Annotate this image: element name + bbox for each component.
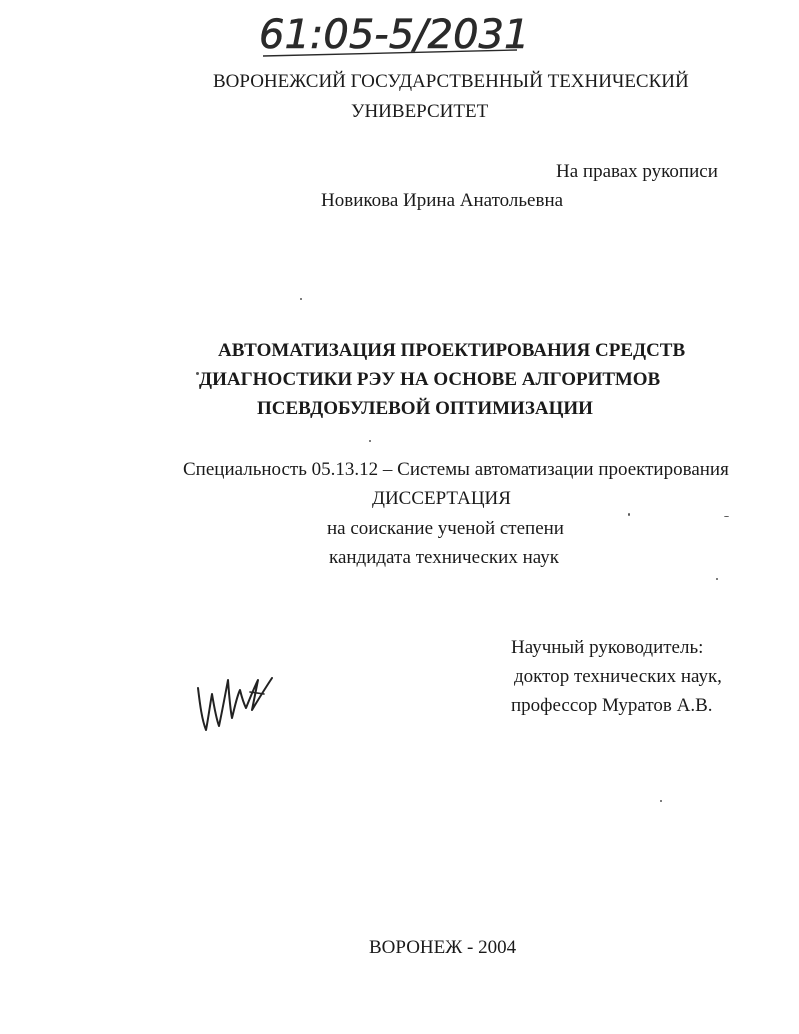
scan-speck [628, 513, 630, 516]
supervisor-degree: доктор технических наук, [514, 666, 722, 687]
work-type: ДИССЕРТАЦИЯ [372, 488, 511, 509]
title-line-3: ПСЕВДОБУЛЕВОЙ ОПТИМИЗАЦИИ [257, 398, 593, 419]
degree-line-1: на соискание ученой степени [327, 518, 564, 539]
handwritten-signature-icon [192, 660, 282, 745]
archive-number-text: 61:05-5/2031 [259, 12, 525, 58]
author-name: Новикова Ирина Анатольевна [321, 190, 564, 211]
scan-speck [300, 298, 302, 300]
manuscript-rights: На правах рукописи [556, 161, 718, 182]
title-line-2: ДИАГНОСТИКИ РЭУ НА ОСНОВЕ АЛГОРИТМОВ [199, 369, 661, 390]
university-line-1: ВОРОНЕЖСИЙ ГОСУДАРСТВЕННЫЙ ТЕХНИЧЕСКИЙ [213, 71, 689, 92]
supervisor-name: профессор Муратов А.В. [511, 695, 713, 716]
supervisor-label: Научный руководитель: [511, 637, 704, 658]
city-year: ВОРОНЕЖ - 2004 [369, 937, 517, 958]
scan-speck [369, 440, 371, 442]
degree-line-2: кандидата технических наук [329, 547, 559, 568]
university-line-2: УНИВЕРСИТЕТ [351, 101, 489, 122]
archive-number-handwritten [255, 6, 525, 73]
title-line-1: АВТОМАТИЗАЦИЯ ПРОЕКТИРОВАНИЯ СРЕДСТВ [218, 340, 686, 361]
scan-speck [660, 800, 662, 802]
scan-speck [724, 516, 729, 517]
specialty: Специальность 05.13.12 – Системы автоматизации проектирования [183, 459, 729, 480]
archive-number-stroke [255, 6, 525, 68]
scan-speck [196, 372, 199, 375]
scan-speck [716, 578, 718, 580]
